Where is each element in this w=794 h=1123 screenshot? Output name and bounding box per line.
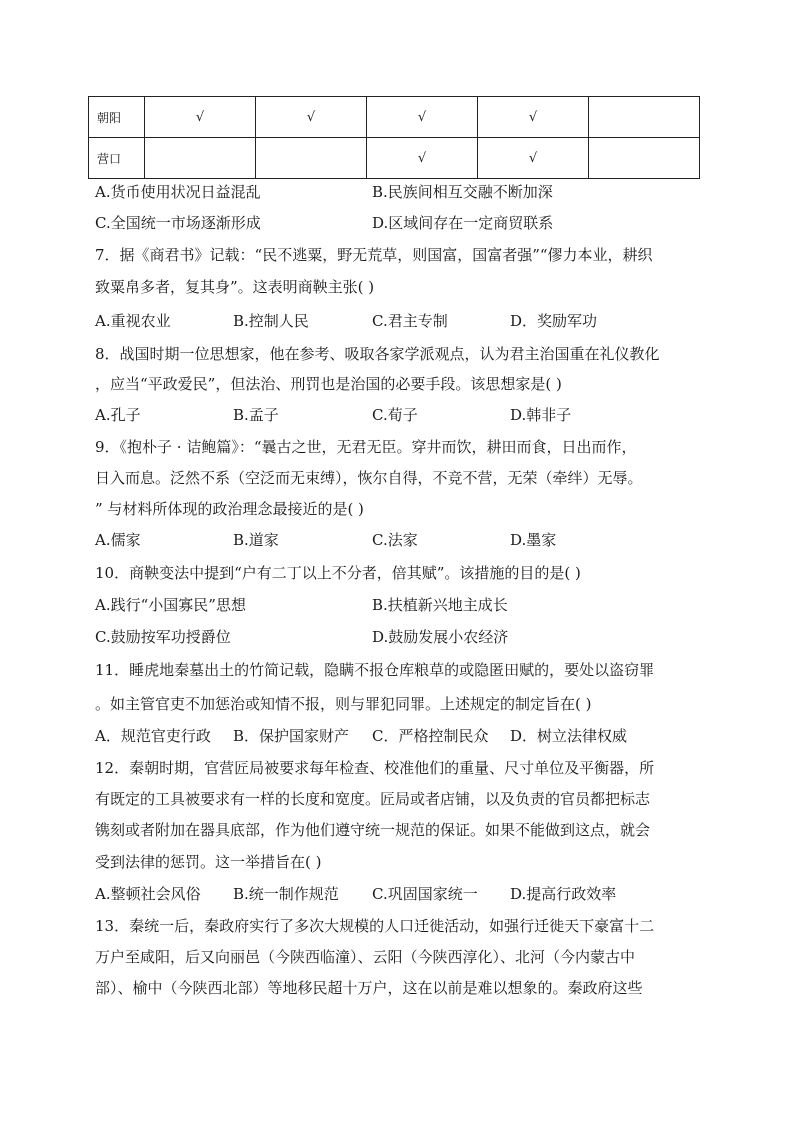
q8-stem-line: ，应当“平政爱民”，但法治、刑罚也是治国的必要手段。该思想家是( ) [95,375,562,393]
q10-option-d: D.鼓励发展小农经济 [372,628,509,646]
q8-option-c: C.荀子 [372,406,418,424]
table-row [89,138,700,179]
table-cell: √ [478,97,589,138]
table-cell: √ [145,97,256,138]
q9-stem-line: 9．《抱朴子 · 诘鲍篇》：“曩古之世，无君无臣。穿井而饮，耕田而食，日出而作， [95,438,637,456]
trade-table [88,96,700,179]
table-cell [589,138,700,179]
table-cell: √ [367,138,478,179]
q11-option-b: B．保护国家财产 [233,727,350,745]
q9-stem-line: ” 与材料所体现的政治理念最接近的是( ) [95,500,364,518]
row-header: 营口 [89,138,145,179]
q11-option-c: C．严格控制民众 [372,727,489,745]
q8-option-b: B.孟子 [233,406,279,424]
table-cell: √ [367,97,478,138]
q6-option-b: B.民族间相互交融不断加深 [372,183,553,201]
q12-option-b: B.统一制作规范 [233,885,339,903]
q12-stem-line: 受到法律的惩罚。这一举措旨在( ) [95,853,322,871]
q13-stem-line: 13．秦统一后，秦政府实行了多次大规模的人口迁徙活动，如强行迁徙天下豪富十二 [95,917,655,935]
q7-option-b: B.控制人民 [233,312,309,330]
q9-option-c: C.法家 [372,531,418,549]
q9-option-d: D.墨家 [510,531,557,549]
q12-stem-line: 12．秦朝时期，官营匠局被要求每年检查、校准他们的重量、尺寸单位及平衡器，所 [95,759,655,777]
q13-stem-line: 万户至咸阳，后又向丽邑（今陕西临潼）、云阳（今陕西淳化）、北河（今内蒙古中 [95,948,636,966]
q12-stem-line: 有既定的工具被要求有一样的长度和宽度。匠局或者店铺，以及负责的官员都把标志 [95,790,651,808]
q12-option-a: A.整顿社会风俗 [95,885,201,903]
q10-option-a: A.践行“小国寡民”思想 [95,596,246,614]
q12-option-c: C.巩固国家统一 [372,885,478,903]
q11-option-d: D．树立法律权威 [510,727,628,745]
q7-option-d: D．奖励军功 [510,312,598,330]
table-cell [589,97,700,138]
q9-option-b: B.道家 [233,531,279,549]
q11-option-a: A．规范官吏行政 [95,727,211,745]
q12-option-d: D.提高行政效率 [510,885,617,903]
row-header: 朝阳 [89,97,145,138]
q8-option-d: D.韩非子 [510,406,572,424]
q6-option-a: A.货币使用状况日益混乱 [95,183,261,201]
q7-stem-line: 致粟帛多者，复其身”。这表明商鞅主张( ) [95,278,375,296]
q8-stem-line: 8．战国时期一位思想家，他在参考、吸取各家学派观点，认为君主治国重在礼仪教化 [95,345,660,363]
table-cell: √ [256,97,367,138]
table-cell [145,138,256,179]
q6-option-d: D.区域间存在一定商贸联系 [372,214,554,232]
q12-stem-line: 镌刻或者附加在器具底部，作为他们遵守统一规范的保证。如果不能做到这点，就会 [95,821,651,839]
table-cell [256,138,367,179]
table-row [89,97,700,138]
q9-option-a: A.儒家 [95,531,141,549]
q7-option-a: A.重视农业 [95,312,171,330]
q9-stem-line: 日入而息。泛然不系（空泛而无束缚），恢尔自得，不竞不营，无荣（牵绊）无辱。 [95,469,643,487]
q7-option-c: C.君主专制 [372,312,448,330]
q6-option-c: C.全国统一市场逐渐形成 [95,214,261,232]
q8-option-a: A.孔子 [95,406,141,424]
table-cell: √ [478,138,589,179]
q7-stem-line: 7．据《商君书》记载：“民不逃粟，野无荒草，则国富，国富者强”“僇力本业，耕织 [95,246,653,264]
q10-option-b: B.扶植新兴地主成长 [372,596,508,614]
q10-option-c: C.鼓励按军功授爵位 [95,628,231,646]
q13-stem-line: 部）、榆中（今陕西北部）等地移民超十万户，这在以前是难以想象的。秦政府这些 [95,979,643,997]
q10-stem-line: 10．商鞅变法中提到“户有二丁以上不分者，倍其赋”。该措施的目的是( ) [95,564,581,582]
q11-stem-line: 11．睡虎地秦墓出土的竹简记载，隐瞒不报仓库粮草的或隐匿田赋的，要处以盗窃罪 [95,661,655,679]
q11-stem-line: 。如主管官吏不加惩治或知情不报，则与罪犯同罪。上述规定的制定旨在( ) [95,695,592,713]
